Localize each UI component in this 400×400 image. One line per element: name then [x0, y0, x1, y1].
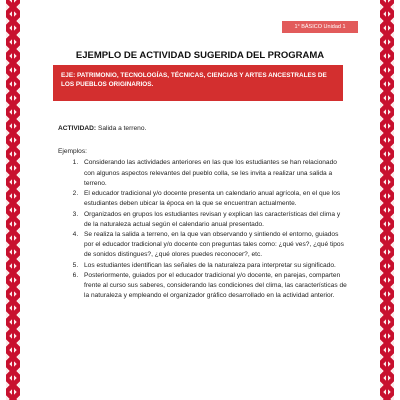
example-item: 2. El educador tradicional y/o docente presenta un calendario anual agrícola, en el que los estudiantes deben ubicar la época en la que se encuentran actualmente.: [80, 189, 348, 209]
example-item: 6. Posteriormente, guiados por el educador tradicional y/o docente, en parejas, comparten frente al curso sus saberes, considerando las condiciones del clima, las características de la naturaleza y empleando el organizador gráfico desarrollado en la actividad anterior.: [80, 271, 348, 302]
example-item: 5. Los estudiantes identifican las señales de la naturaleza para interpretar su significado.: [80, 261, 348, 271]
decorative-border-left: [6, 0, 20, 400]
decorative-border-right: [380, 0, 394, 400]
examples-list: [58, 158, 348, 301]
example-item: 3. Organizados en grupos los estudiantes revisan y explican las características del clima y de la naturaleza actual según el calendario anual presentado.: [80, 210, 348, 230]
activity-label: ACTIVIDAD:: [58, 125, 97, 132]
example-item: 4. Se realiza la salida a terreno, en la que van observando y sintiendo el entorno, guiados por el educador tradicional y/o docente con preguntas tales como: ¿qué ves?, ¿qué tipos de sonidos distingues?, ¿qué olores puedes reconocer?, etc.: [80, 230, 348, 261]
page-title: EJEMPLO DE ACTIVIDAD SUGERIDA DEL PROGRAMA: [75, 50, 325, 61]
eje-text: EJE: PATRIMONIO, TECNOLOGÍAS, TÉCNICAS, CIENCIAS Y ARTES ANCESTRALES DE LOS PUEBLOS ORIGINARIOS.: [61, 72, 327, 89]
example-item: 1. Considerando las actividades anteriores en las que los estudiantes se han relacionado con algunos aspectos relevantes del pueblo colla, se les invita a realizar una salida a terreno.: [80, 158, 348, 189]
activity-text: Salida a terreno.: [96, 125, 147, 132]
examples-label: Ejemplos:: [58, 148, 87, 156]
document-body: [58, 124, 348, 302]
eje-banner: [53, 65, 343, 101]
activity-line: [58, 124, 348, 134]
grade-unit-badge: 1° BÁSICO Unidad 1: [282, 21, 358, 33]
